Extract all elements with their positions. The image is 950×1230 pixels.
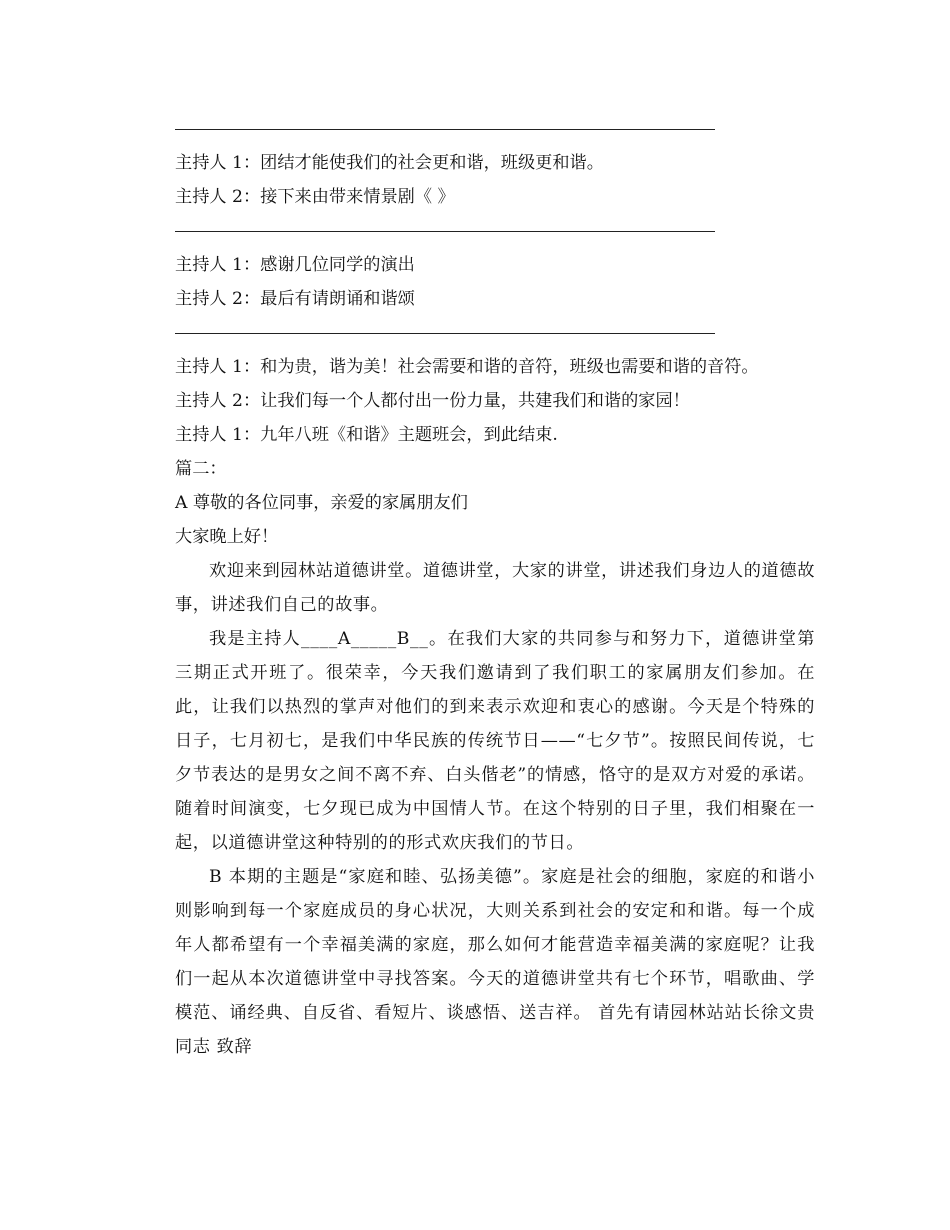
- text-line: 主持人 2：最后有请朗诵和谐颂: [175, 289, 415, 309]
- paragraph: 欢迎来到园林站道德讲堂。道德讲堂，大家的讲堂，讲述我们身边人的道德故事，讲述我们自己的故事。: [175, 561, 815, 615]
- text-line: 主持人 1：九年八班《和谐》主题班会，到此结束.: [175, 425, 558, 445]
- paragraph: 我是主持人____A_____B__。在我们大家的共同参与和努力下，道德讲堂第三期正式开班了。很荣幸，今天我们邀请到了我们职工的家属朋友们参加。在此，让我们以热烈的掌声对他们的到来表示欢迎和衷心的感谢。今天是个特殊的日子，七月初七，是我们中华民族的传统节日——“七夕节”。按照民间传说，七夕节表达的是男女之间不离不弃、白头偕老”的情感，恪守的是双方对爱的承诺。随着时间演变，七夕现已成为中国情人节。在这个特别的日子里，我们相聚在一起，以道德讲堂这种特别的的形式欢庆我们的节日。: [175, 629, 815, 853]
- text-line: 主持人 1：团结才能使我们的社会更和谐，班级更和谐。: [175, 153, 604, 173]
- text-line: 主持人 2：接下来由带来情景剧《 》: [175, 187, 455, 207]
- separator-rule: [175, 112, 815, 146]
- paragraph: B 本期的主题是“家庭和睦、弘扬美德”。家庭是社会的细胞，家庭的和谐小则影响到每一个家庭成员的身心状况，大则关系到社会的安定和和谐。每一个成年人都希望有一个幸福美满的家庭，那么如何才能营造幸福美满的家庭呢？让我们一起从本次道德讲堂中寻找答案。今天的道德讲堂共有七个环节，唱歌曲、学模范、诵经典、自反省、看短片、谈感悟、送吉祥。 首先有请园林站站长徐文贵同志 致辞: [175, 867, 815, 1057]
- text-line: 篇二：: [175, 459, 227, 479]
- text-line: 主持人 1：感谢几位同学的演出: [175, 255, 415, 275]
- text-line: 主持人 1：和为贵，谐为美！社会需要和谐的音符，班级也需要和谐的音符。: [175, 357, 759, 377]
- separator-rule: [175, 214, 815, 248]
- text-line: 主持人 2：让我们每一个人都付出一份力量，共建我们和谐的家园！: [175, 391, 690, 411]
- document-body: [175, 112, 815, 1064]
- text-line: A 尊敬的各位同事，亲爱的家属朋友们: [175, 493, 468, 513]
- separator-rule: [175, 316, 815, 350]
- text-line: 大家晚上好！: [175, 527, 279, 547]
